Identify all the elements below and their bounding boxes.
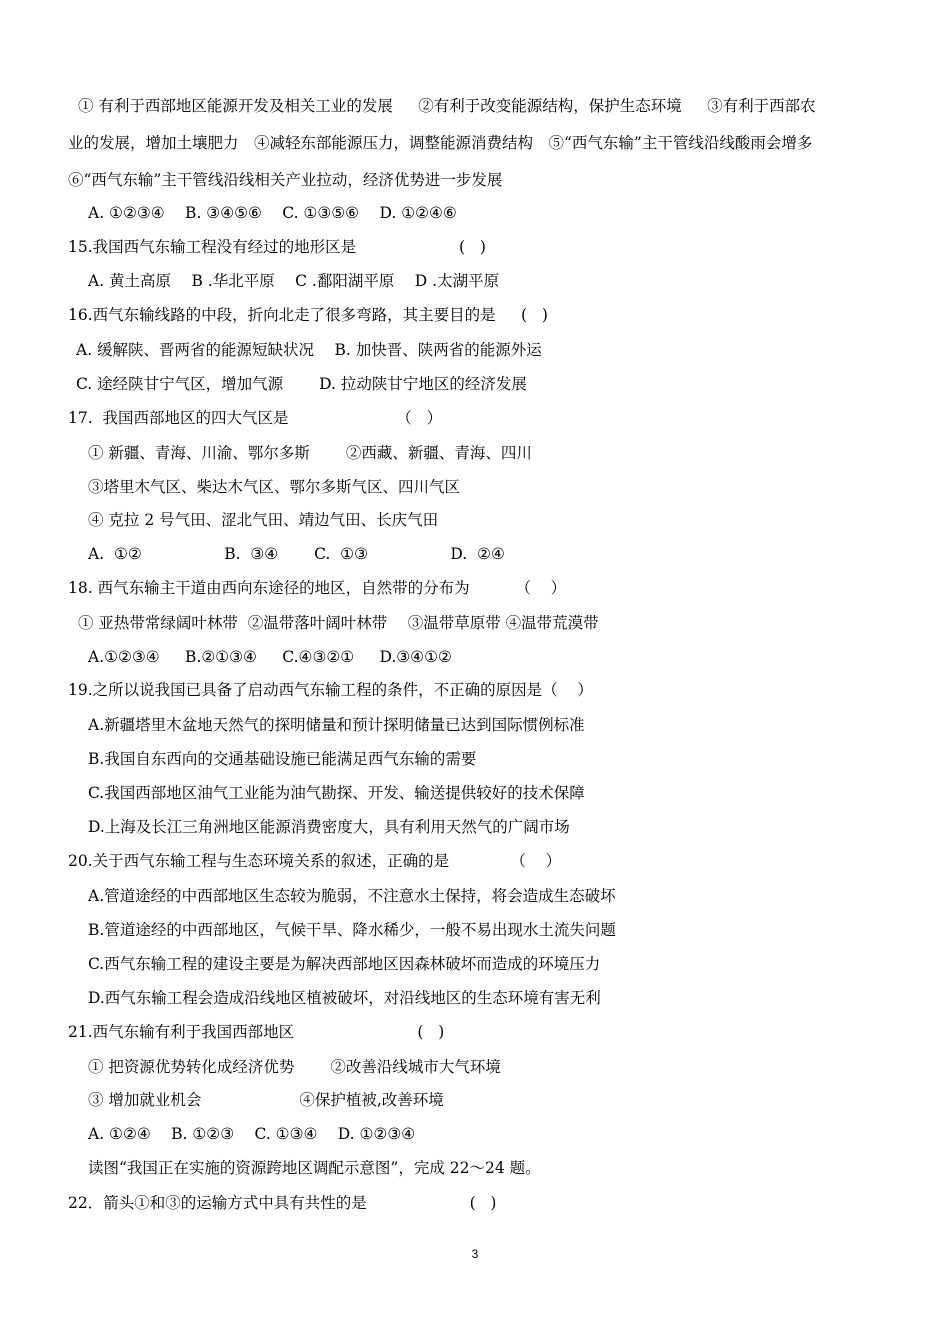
- q17-answer-choices: A. ①② B. ③④ C. ①③ D. ②④: [88, 545, 505, 563]
- q21-option-3-4: ③ 增加就业机会 ④保护植被,改善环境: [88, 1091, 444, 1109]
- q18-answer-choices: A.①②③④ B.②①③④ C.④③②① D.③④①②: [88, 648, 452, 666]
- q15-question: 15.我国西气东输工程没有经过的地形区是 ( ): [68, 238, 486, 256]
- page-number: 3: [471, 1247, 479, 1261]
- q18-question: 18. 西气东输主干道由西向东途径的地区，自然带的分布为 （ ）: [68, 579, 567, 597]
- q19-question: 19.之所以说我国已具备了启动西气东输工程的条件，不正确的原因是（ ）: [68, 681, 593, 699]
- q20-choice-d: D.西气东输工程会造成沿线地区植被破坏，对沿线地区的生态环境有害无利: [88, 989, 601, 1007]
- q16-question: 16.西气东输线路的中段，折向北走了很多弯路，其主要目的是 ( ): [68, 306, 548, 324]
- q17-option-1-2: ① 新疆、青海、川渝、鄂尔多斯 ②西藏、新疆、青海、四川: [88, 444, 532, 462]
- q14-options-line-1: ① 有利于西部地区能源开发及相关工业的发展 ②有利于改变能源结构，保护生态环境 ③有利于西部农: [78, 97, 816, 115]
- q18-options: ① 亚热带常绿阔叶林带 ②温带落叶阔叶林带 ③温带草原带 ④温带荒漠带: [78, 614, 599, 632]
- q16-choice-cd: C. 途经陕甘宁气区，增加气源 D. 拉动陕甘宁地区的经济发展: [76, 375, 527, 393]
- q14-options-line-3: ⑥“西气东输”主干管线沿线相关产业拉动，经济优势进一步发展: [68, 171, 503, 189]
- q19-choice-c: C.我国西部地区油气工业能为油气勘探、开发、输送提供较好的技术保障: [88, 784, 585, 802]
- q14-options-line-2: 业的发展，增加土壤肥力 ④减轻东部能源压力，调整能源消费结构 ⑤“西气东输”主干管线沿线酸雨会增多: [68, 134, 813, 152]
- q20-choice-c: C.西气东输工程的建设主要是为解决西部地区因森林破坏而造成的环境压力: [88, 955, 601, 973]
- q20-choice-b: B.管道途经的中西部地区，气候干旱、降水稀少，一般不易出现水土流失问题: [88, 921, 616, 939]
- q17-question: 17. 我国西部地区的四大气区是 （ ）: [68, 409, 443, 427]
- q15-answer-choices: A. 黄土高原 B .华北平原 C .鄱阳湖平原 D .太湖平原: [88, 272, 500, 290]
- q16-choice-ab: A. 缓解陕、晋两省的能源短缺状况 B. 加快晋、陕两省的能源外运: [76, 341, 542, 359]
- q20-choice-a: A.管道途经的中西部地区生态较为脆弱，不注意水土保持，将会造成生态破坏: [88, 887, 616, 905]
- q19-choice-d: D.上海及长江三角洲地区能源消费密度大，具有利用天然气的广阔市场: [88, 818, 570, 836]
- q14-answer-choices: A. ①②③④ B. ③④⑤⑥ C. ①③⑤⑥ D. ①②④⑥: [88, 204, 457, 222]
- q19-choice-b: B.我国自东西向的交通基础设施已能满足西气东输的需要: [88, 750, 477, 768]
- q17-option-4: ④ 克拉 2 号气田、涩北气田、靖边气田、长庆气田: [88, 511, 439, 529]
- q21-option-1-2: ① 把资源优势转化成经济优势 ②改善沿线城市大气环境: [88, 1058, 501, 1076]
- q19-choice-a: A.新疆塔里木盆地天然气的探明储量和预计探明储量已达到国际惯例标准: [88, 716, 585, 734]
- map-reading-instruction: 读图“我国正在实施的资源跨地区调配示意图”，完成 22～24 题。: [88, 1159, 541, 1177]
- q21-question: 21.西气东输有利于我国西部地区 ( ): [68, 1023, 445, 1041]
- q20-question: 20.关于西气东输工程与生态环境关系的叙述，正确的是 （ ）: [68, 852, 562, 870]
- q21-answer-choices: A. ①②④ B. ①②③ C. ①③④ D. ①②③④: [88, 1125, 416, 1143]
- q22-question: 22．箭头①和③的运输方式中具有共性的是 ( ): [68, 1194, 497, 1212]
- q17-option-3: ③塔里木气区、柴达木气区、鄂尔多斯气区、四川气区: [88, 478, 461, 496]
